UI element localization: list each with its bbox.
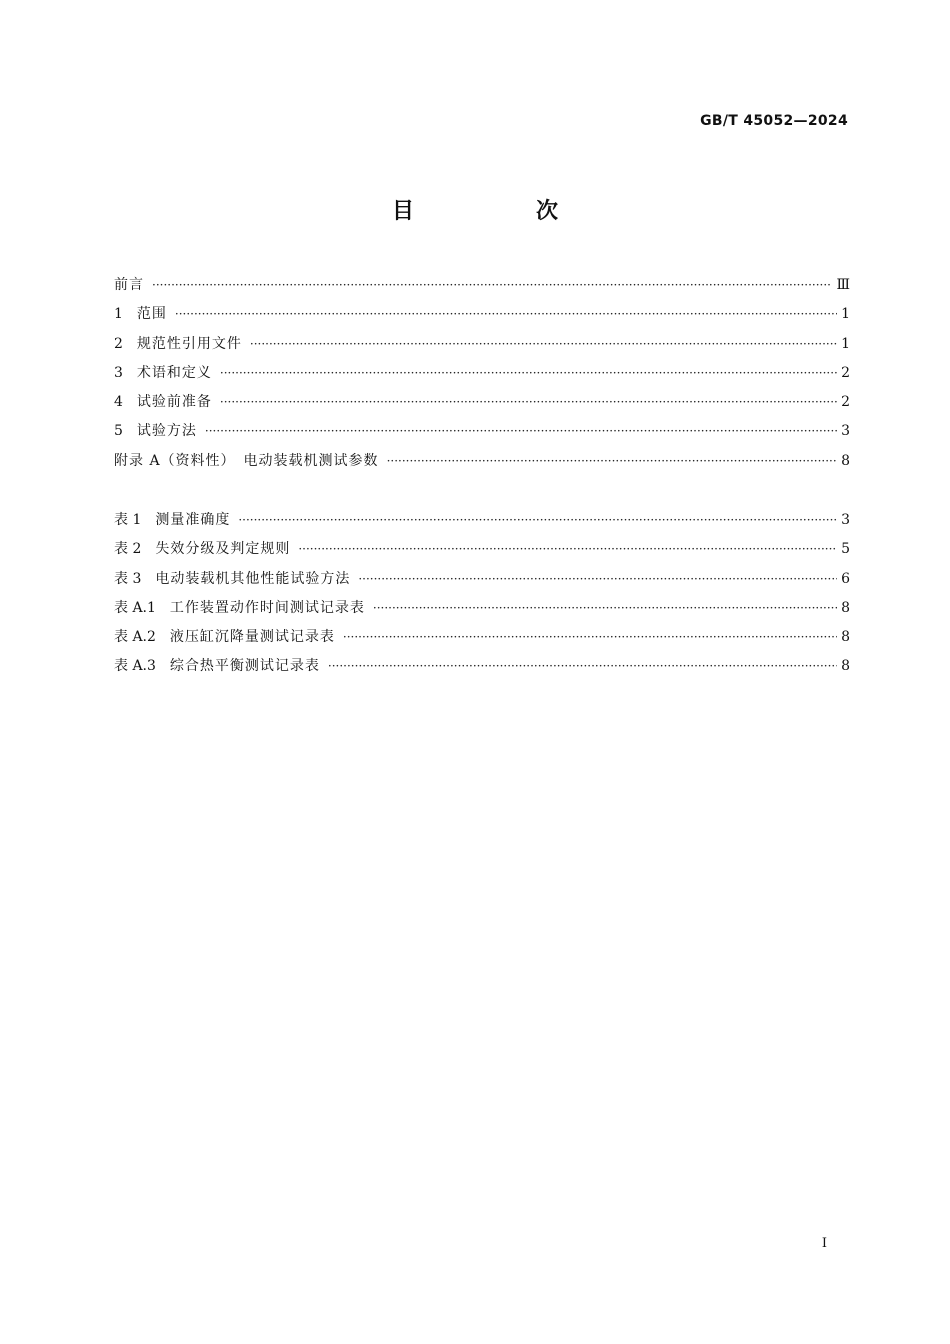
dot-leader	[328, 652, 837, 681]
toc-entry-page: 1	[841, 306, 850, 323]
toc-entry-number: 表 3	[114, 570, 142, 587]
toc-entry-page: 8	[841, 629, 850, 646]
dot-leader	[358, 565, 837, 594]
standard-code: GB/T 45052—2024	[700, 113, 848, 129]
toc-entry-label: 电动装载机其他性能试验方法	[155, 570, 351, 587]
toc-entry-table-1[interactable]	[114, 506, 850, 535]
toc-entry-label: 综合热平衡测试记录表	[169, 658, 320, 675]
dot-leader	[387, 447, 838, 476]
toc-entry-page: 5	[841, 541, 850, 558]
toc-entry-page: 2	[841, 364, 850, 381]
dot-leader	[175, 300, 837, 329]
page-title: 目 次	[391, 199, 608, 224]
toc-entry-label: 液压缸沉降量测试记录表	[169, 629, 335, 646]
dot-leader	[152, 271, 832, 300]
toc-entry-scope[interactable]	[114, 300, 850, 329]
toc-entry-number: 表 A.1	[114, 599, 156, 616]
toc-entry-page: 8	[841, 658, 850, 675]
toc-entry-label: 工作装置动作时间测试记录表	[169, 599, 365, 616]
toc-entry-number: 表 A.2	[114, 629, 156, 646]
dot-leader	[220, 359, 837, 388]
dot-leader	[343, 623, 837, 652]
toc-entry-page: 8	[841, 599, 850, 616]
toc-entry-number: 表 2	[114, 541, 142, 558]
toc-entry-label: 试验前准备	[136, 394, 212, 411]
footer-page-number: I	[821, 1236, 827, 1251]
toc-entry-page: 1	[841, 335, 850, 352]
toc-entry-label: 前言	[114, 277, 144, 293]
toc-entry-label: 范围	[136, 306, 167, 323]
toc-entry-table-3[interactable]	[114, 565, 850, 594]
toc-entry-terms[interactable]	[114, 359, 850, 388]
toc-entry-page: 8	[841, 452, 850, 469]
toc-entry-label: 附录 A（资料性） 电动装载机测试参数	[114, 452, 379, 469]
dot-leader	[298, 535, 837, 564]
toc-entry-number: 1	[114, 306, 123, 323]
toc-entry-label: 术语和定义	[136, 364, 212, 381]
toc-entry-preparation[interactable]	[114, 388, 850, 417]
toc-entry-page: 6	[841, 570, 850, 587]
toc-entry-test-methods[interactable]	[114, 417, 850, 446]
toc-entry-table-a2[interactable]	[114, 623, 850, 652]
toc-entry-label: 测量准确度	[155, 512, 231, 528]
toc-entry-number: 4	[114, 394, 123, 411]
toc-entry-number: 2	[114, 335, 123, 352]
toc-contents	[114, 271, 850, 476]
dot-leader	[205, 417, 837, 446]
toc-entry-page: 3	[841, 423, 850, 440]
dot-leader	[373, 594, 837, 623]
toc-entry-label: 试验方法	[136, 423, 197, 440]
toc-entry-page: 3	[841, 512, 850, 528]
toc-entry-table-a3[interactable]	[114, 652, 850, 681]
toc-entry-annex-a[interactable]	[114, 447, 850, 476]
toc-entry-number: 表 1	[114, 512, 142, 528]
toc-entry-label: 失效分级及判定规则	[155, 541, 291, 558]
toc-entry-number: 3	[114, 364, 123, 381]
toc-entry-label: 规范性引用文件	[136, 335, 242, 352]
toc-entry-table-a1[interactable]	[114, 594, 850, 623]
toc-entry-number: 5	[114, 423, 123, 440]
toc-entry-page: Ⅲ	[836, 277, 850, 293]
toc-tables	[114, 506, 850, 682]
dot-leader	[250, 330, 837, 359]
toc-entry-number: 表 A.3	[114, 658, 156, 675]
toc-entry-page: 2	[841, 394, 850, 411]
toc-entry-foreword[interactable]	[114, 271, 850, 300]
toc-entry-table-2[interactable]	[114, 535, 850, 564]
toc-entry-normative-references[interactable]	[114, 330, 850, 359]
dot-leader	[238, 506, 837, 535]
dot-leader	[220, 388, 837, 417]
